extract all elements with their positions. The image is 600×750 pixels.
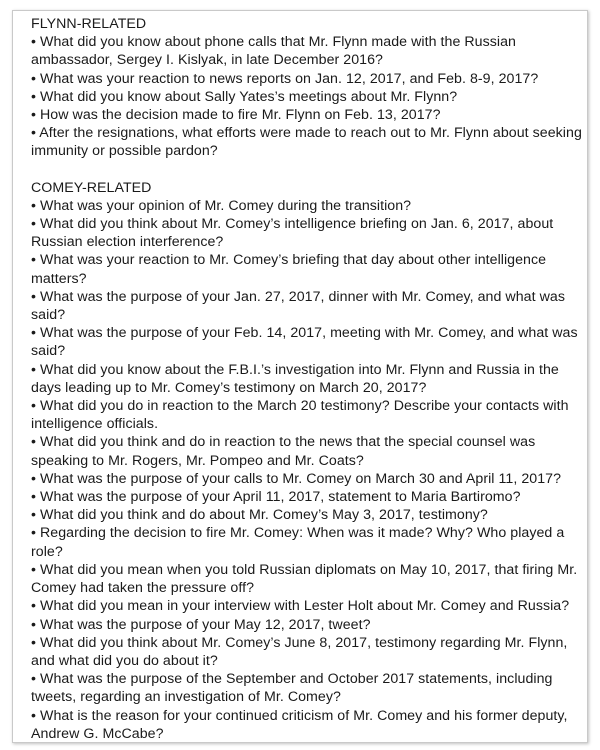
- question-item: • How was the decision made to fire Mr. Flynn on Feb. 13, 2017?: [31, 107, 441, 124]
- question-item: • After the resignations, what efforts were made to reach out to Mr. Flynn about seeking immunity or possible pardon?: [31, 125, 582, 160]
- question-item: • What was the purpose of your Jan. 27, 2017, dinner with Mr. Comey, and what was said?: [31, 288, 565, 324]
- question-item: • What was your reaction to Mr. Comey’s briefing that day about other intelligence matters?: [31, 252, 547, 287]
- section-heading: FLYNN-RELATED: [31, 16, 147, 32]
- question-item: • What did you know about the F.B.I.’s investigation into Mr. Flynn and Russia in the days leading up to Mr. Comey’s testimony on March 20, 2017?: [31, 361, 559, 396]
- question-item: • What was the purpose of your Feb. 14, 2017, meeting with Mr. Comey, and what was said?: [31, 325, 578, 360]
- section-heading: COMEY-RELATED: [31, 179, 152, 196]
- question-item: • What did you do in reaction to the March 20 testimony? Describe your contacts with intelligence officials.: [31, 398, 569, 433]
- question-item: • What was the purpose of the September and October 2017 statements, including tweets, regarding an investigation of Mr. Comey?: [31, 671, 553, 706]
- question-item: • Regarding the decision to fire Mr. Comey: When was it made? Why? Who played a role?: [31, 525, 565, 560]
- question-item: • What did you think and do about Mr. Comey’s May 3, 2017, testimony?: [31, 507, 488, 524]
- question-item: • What was your reaction to news reports on Jan. 12, 2017, and Feb. 8-9, 2017?: [31, 70, 539, 87]
- question-item: • What was the purpose of your calls to Mr. Comey on March 30 and April 11, 2017?: [31, 470, 562, 487]
- question-item: • What is the reason for your continued criticism of Mr. Comey and his former deputy, Andrew G. McCabe?: [31, 707, 568, 742]
- question-item: • What did you think and do in reaction to the news that the special counsel was speaking to Mr. Rogers, Mr. Pompeo and Mr. Coats?: [31, 434, 536, 469]
- flynn-section: [31, 15, 583, 161]
- question-item: • What did you mean in your interview with Lester Holt about Mr. Comey and Russia?: [31, 598, 570, 615]
- question-item: • What did you think about Mr. Comey’s June 8, 2017, testimony regarding Mr. Flynn, and what did you do about it?: [31, 634, 568, 669]
- question-item: • What did you think about Mr. Comey’s intelligence briefing on Jan. 6, 2017, about Russian election interference?: [31, 216, 554, 251]
- comey-section: [31, 179, 583, 743]
- question-item: • What did you know about Sally Yates’s meetings about Mr. Flynn?: [31, 88, 458, 105]
- document-page: [12, 10, 588, 743]
- question-item: • What did you mean when you told Russian diplomats on May 10, 2017, that firing Mr. Comey had taken the pressure off?: [31, 561, 578, 597]
- document-body: [31, 15, 583, 743]
- question-item: • What was your opinion of Mr. Comey during the transition?: [31, 197, 412, 214]
- question-item: • What did you know about phone calls that Mr. Flynn made with the Russian ambassador, Sergey I. Kislyak, in late December 2016?: [31, 34, 516, 69]
- question-item: • What was the purpose of your May 12, 2017, tweet?: [31, 616, 371, 633]
- question-item: • What was the purpose of your April 11, 2017, statement to Maria Bartiromo?: [31, 489, 521, 506]
